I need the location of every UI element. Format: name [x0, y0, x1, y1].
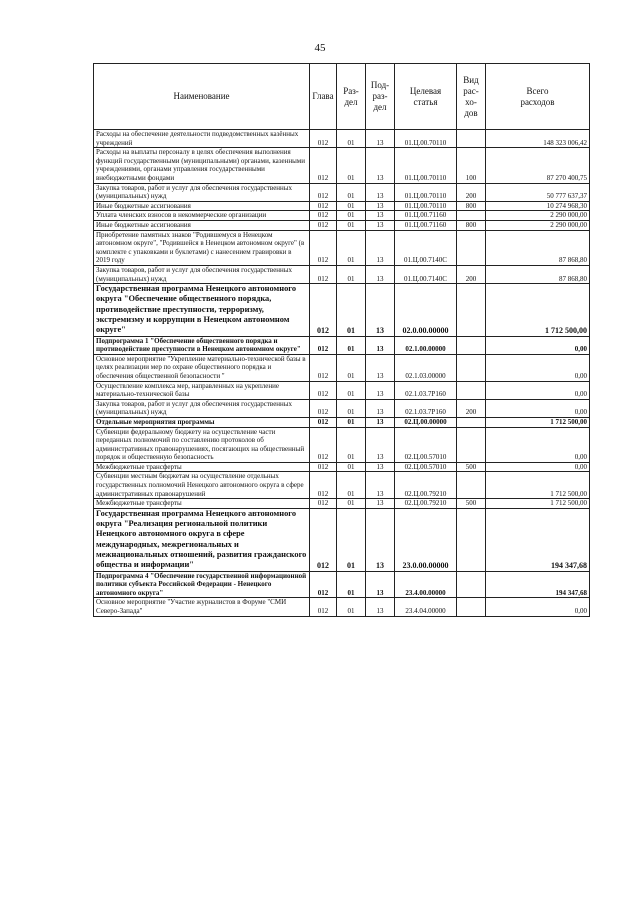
row-expense-type: [457, 508, 486, 571]
row-chapter: 012: [310, 265, 337, 283]
row-expense-type: [457, 211, 486, 221]
table-row: [94, 399, 590, 417]
row-amount: 10 274 968,30: [486, 201, 590, 211]
row-target: 02.0.00.00000: [395, 284, 457, 336]
row-chapter: 012: [310, 211, 337, 221]
col-name-header: Наименование: [94, 64, 310, 130]
row-expense-type: [457, 130, 486, 148]
table-row: [94, 130, 590, 148]
row-name: Расходы на обеспечение деятельности подведомственных казённых учреждений: [94, 130, 310, 148]
row-section: 01: [337, 336, 366, 354]
row-name: Уплата членских взносов в некоммерческие организации: [94, 211, 310, 221]
table-row: [94, 211, 590, 221]
row-name: Основное мероприятие "Укрепление материально-технической базы в целях реализации мер по охране общественного порядка и обеспечения общественной безопасности ": [94, 354, 310, 381]
row-name: Расходы на выплаты персоналу в целях обеспечения выполнения функций государственными (муниципальными) органами, казенными учреждениями, органами управления государственными внебюджетными фондами: [94, 148, 310, 183]
budget-table: [93, 63, 590, 617]
row-chapter: 012: [310, 220, 337, 230]
row-expense-type: [457, 598, 486, 616]
row-section: 01: [337, 472, 366, 499]
row-subsection: 13: [366, 427, 395, 462]
col-expense-type-header: Вид рас- хо- дов: [457, 64, 486, 130]
row-expense-type: [457, 336, 486, 354]
row-name: Подпрограмма 1 "Обеспечение общественного порядка и противодействие преступности в Ненецком автономном округе": [94, 336, 310, 354]
row-amount: 194 347,68: [486, 571, 590, 598]
table-row: [94, 472, 590, 499]
row-name: Иные бюджетные ассигнования: [94, 201, 310, 211]
row-name: Осуществление комплекса мер, направленных на укрепление материально-технической базы: [94, 381, 310, 399]
row-section: 01: [337, 211, 366, 221]
row-amount: 50 777 637,37: [486, 183, 590, 201]
row-amount: 87 868,80: [486, 230, 590, 265]
row-target: 01.Ц.00.71160: [395, 211, 457, 221]
row-amount: 2 290 000,00: [486, 220, 590, 230]
row-subsection: 13: [366, 336, 395, 354]
row-subsection: 13: [366, 598, 395, 616]
row-section: 01: [337, 417, 366, 427]
row-subsection: 13: [366, 284, 395, 336]
row-subsection: 13: [366, 417, 395, 427]
row-amount: 1 712 500,00: [486, 472, 590, 499]
row-expense-type: [457, 472, 486, 499]
table-row: [94, 220, 590, 230]
row-amount: 0,00: [486, 462, 590, 472]
row-subsection: 13: [366, 201, 395, 211]
table-row: [94, 284, 590, 336]
row-expense-type: [457, 427, 486, 462]
row-name: Приобретение памятных знаков "Родившемуся в Ненецком автономном округе", "Родившейся в Ненецком автономном округе" (в комплекте с упаковками и буклетами) с нанесением гравировки в 2019 году: [94, 230, 310, 265]
row-section: 01: [337, 265, 366, 283]
row-section: 01: [337, 499, 366, 509]
row-target: 01.Ц.00.7140С: [395, 230, 457, 265]
table-row: [94, 183, 590, 201]
table-row: [94, 508, 590, 571]
row-expense-type: 200: [457, 265, 486, 283]
row-subsection: 13: [366, 220, 395, 230]
row-name: Субвенции федеральному бюджету на осуществление части переданных полномочий по составлению протоколов об административных правонарушениях, посягающих на общественный порядок и общественную безопасность: [94, 427, 310, 462]
row-chapter: 012: [310, 183, 337, 201]
row-chapter: 012: [310, 354, 337, 381]
row-chapter: 012: [310, 336, 337, 354]
table-row: [94, 381, 590, 399]
row-section: 01: [337, 598, 366, 616]
row-chapter: 012: [310, 381, 337, 399]
row-target: 02.1.03.7Р160: [395, 381, 457, 399]
row-name: Межбюджетные трансферты: [94, 462, 310, 472]
table-row: [94, 148, 590, 183]
row-section: 01: [337, 381, 366, 399]
row-chapter: 012: [310, 472, 337, 499]
table-row: [94, 417, 590, 427]
row-subsection: 13: [366, 211, 395, 221]
col-target-header: Целевая статья: [395, 64, 457, 130]
table-row: [94, 354, 590, 381]
row-target: 01.Ц.00.70110: [395, 130, 457, 148]
header-row: [94, 64, 590, 130]
row-amount: 194 347,68: [486, 508, 590, 571]
table-row: [94, 571, 590, 598]
row-chapter: 012: [310, 462, 337, 472]
row-chapter: 012: [310, 499, 337, 509]
row-expense-type: [457, 571, 486, 598]
row-section: 01: [337, 230, 366, 265]
row-section: 01: [337, 148, 366, 183]
row-name: Субвенции местным бюджетам на осуществление отдельных государственных полномочий Ненецкого автономного округа в сфере административных правонарушений: [94, 472, 310, 499]
row-target: 23.4.00.00000: [395, 571, 457, 598]
row-expense-type: [457, 230, 486, 265]
row-subsection: 13: [366, 381, 395, 399]
col-total-header: Всего расходов: [486, 64, 590, 130]
row-subsection: 13: [366, 230, 395, 265]
row-name: Основное мероприятие "Участие журналистов в Форуме "СМИ Северо-Запада": [94, 598, 310, 616]
row-expense-type: [457, 381, 486, 399]
row-target: 01.Ц.00.70110: [395, 183, 457, 201]
row-target: 01.Ц.00.7140С: [395, 265, 457, 283]
row-section: 01: [337, 508, 366, 571]
row-subsection: 13: [366, 354, 395, 381]
row-chapter: 012: [310, 399, 337, 417]
row-target: 02.Ц.00.79210: [395, 499, 457, 509]
row-name: Закупка товаров, работ и услуг для обеспечения государственных (муниципальных) нужд: [94, 265, 310, 283]
row-section: 01: [337, 183, 366, 201]
row-section: 01: [337, 130, 366, 148]
row-subsection: 13: [366, 571, 395, 598]
row-expense-type: [457, 417, 486, 427]
row-target: 01.Ц.00.71160: [395, 220, 457, 230]
row-subsection: 13: [366, 499, 395, 509]
row-name: Государственная программа Ненецкого автономного округа "Реализация региональной политики Ненецкого автономного округа в сфере международных, межрегиональных и межнациональных отношений, развития гражданского общества и информации": [94, 508, 310, 571]
row-section: 01: [337, 399, 366, 417]
row-target: 02.1.00.00000: [395, 336, 457, 354]
row-section: 01: [337, 354, 366, 381]
row-amount: 148 323 006,42: [486, 130, 590, 148]
row-amount: 1 712 500,00: [486, 499, 590, 509]
row-target: 02.1.03.00000: [395, 354, 457, 381]
table-row: [94, 201, 590, 211]
row-chapter: 012: [310, 201, 337, 211]
row-section: 01: [337, 220, 366, 230]
row-name: Подпрограмма 4 "Обеспечение государственной информационной политики субъекта Российской Федерации - Ненецкого автономного округа": [94, 571, 310, 598]
row-target: 23.0.00.00000: [395, 508, 457, 571]
row-section: 01: [337, 284, 366, 336]
table-row: [94, 336, 590, 354]
row-name: Межбюджетные трансферты: [94, 499, 310, 509]
row-chapter: 012: [310, 427, 337, 462]
row-amount: 2 290 000,00: [486, 211, 590, 221]
row-subsection: 13: [366, 508, 395, 571]
row-subsection: 13: [366, 183, 395, 201]
row-amount: 1 712 500,00: [486, 417, 590, 427]
row-chapter: 012: [310, 284, 337, 336]
row-amount: 0,00: [486, 399, 590, 417]
row-target: 02.1.03.7Р160: [395, 399, 457, 417]
table-row: [94, 427, 590, 462]
table-row: [94, 230, 590, 265]
row-chapter: 012: [310, 130, 337, 148]
row-amount: 1 712 500,00: [486, 284, 590, 336]
row-target: 01.Ц.00.70110: [395, 148, 457, 183]
row-name: Отдельные мероприятия программы: [94, 417, 310, 427]
table-row: [94, 462, 590, 472]
row-expense-type: 500: [457, 499, 486, 509]
row-target: 02.Ц.00.57010: [395, 462, 457, 472]
row-target: 02.Ц.00.57010: [395, 427, 457, 462]
row-target: 23.4.04.00000: [395, 598, 457, 616]
row-subsection: 13: [366, 462, 395, 472]
col-subsection-header: Под- раз- дел: [366, 64, 395, 130]
row-target: 02.Ц.00.79210: [395, 472, 457, 499]
row-subsection: 13: [366, 399, 395, 417]
row-target: 01.Ц.00.70110: [395, 201, 457, 211]
row-section: 01: [337, 427, 366, 462]
row-expense-type: 800: [457, 220, 486, 230]
col-section-header: Раз- дел: [337, 64, 366, 130]
row-section: 01: [337, 201, 366, 211]
row-name: Закупка товаров, работ и услуг для обеспечения государственных (муниципальных) нужд: [94, 399, 310, 417]
row-chapter: 012: [310, 148, 337, 183]
row-expense-type: 500: [457, 462, 486, 472]
page-number: 45: [314, 42, 326, 54]
row-chapter: 012: [310, 508, 337, 571]
row-expense-type: 200: [457, 183, 486, 201]
row-target: 02.Ц.00.00000: [395, 417, 457, 427]
row-chapter: 012: [310, 598, 337, 616]
col-chapter-header: Глава: [310, 64, 337, 130]
row-expense-type: 200: [457, 399, 486, 417]
row-amount: 0,00: [486, 598, 590, 616]
row-subsection: 13: [366, 130, 395, 148]
row-subsection: 13: [366, 148, 395, 183]
row-chapter: 012: [310, 230, 337, 265]
row-amount: 0,00: [486, 354, 590, 381]
row-subsection: 13: [366, 265, 395, 283]
row-name: Закупка товаров, работ и услуг для обеспечения государственных (муниципальных) нужд: [94, 183, 310, 201]
table-row: [94, 499, 590, 509]
row-name: Иные бюджетные ассигнования: [94, 220, 310, 230]
row-expense-type: 800: [457, 201, 486, 211]
row-chapter: 012: [310, 571, 337, 598]
row-expense-type: [457, 354, 486, 381]
table-row: [94, 265, 590, 283]
row-chapter: 012: [310, 417, 337, 427]
row-amount: 0,00: [486, 427, 590, 462]
row-amount: 87 868,80: [486, 265, 590, 283]
row-section: 01: [337, 462, 366, 472]
table-row: [94, 598, 590, 616]
row-expense-type: [457, 284, 486, 336]
row-amount: 0,00: [486, 381, 590, 399]
row-name: Государственная программа Ненецкого автономного округа "Обеспечение общественного порядка, противодействие преступности, терроризму, экстремизму и коррупции в Ненецком автономном округе": [94, 284, 310, 336]
row-subsection: 13: [366, 472, 395, 499]
row-amount: 87 270 400,75: [486, 148, 590, 183]
row-amount: 0,00: [486, 336, 590, 354]
row-section: 01: [337, 571, 366, 598]
row-expense-type: 100: [457, 148, 486, 183]
